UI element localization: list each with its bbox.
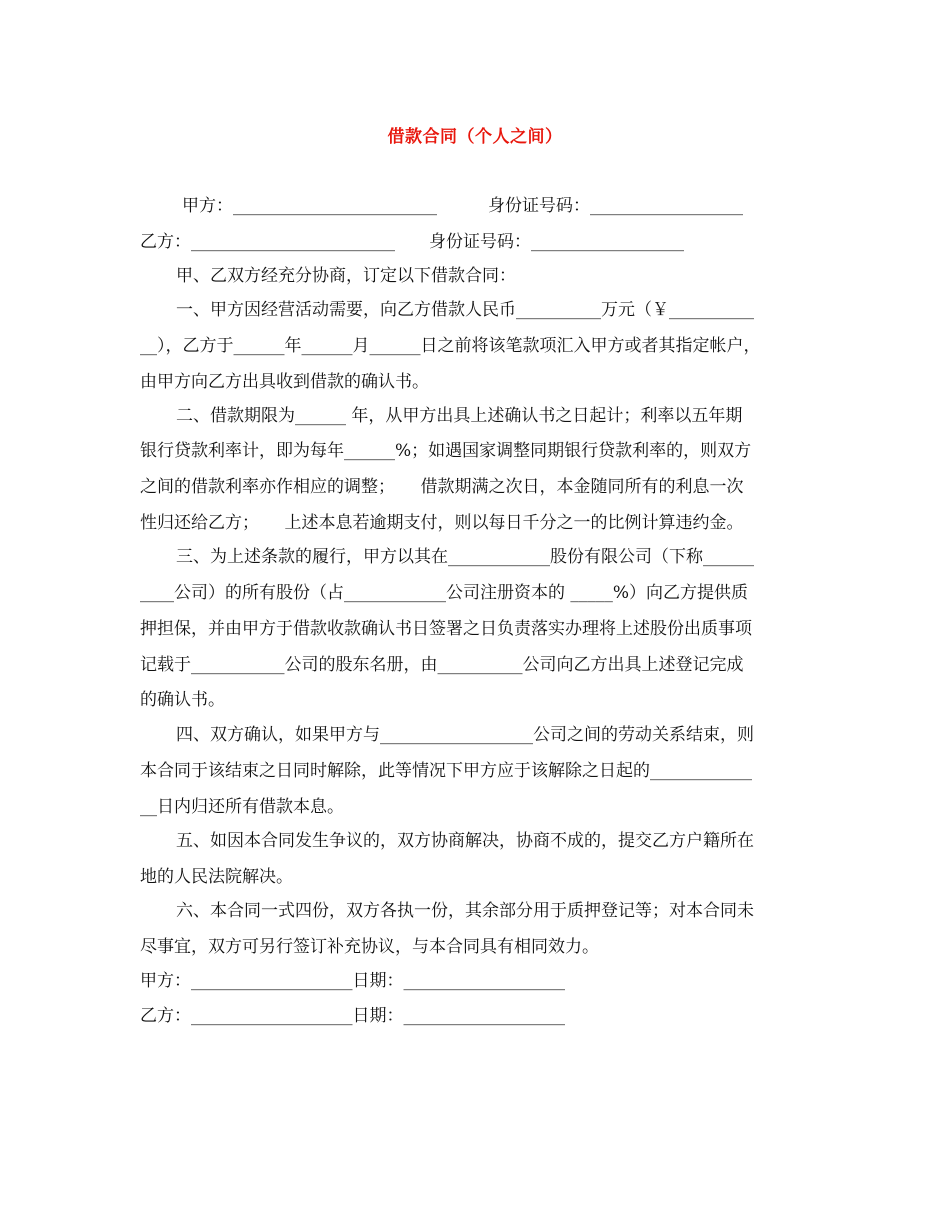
signature-party-b: 乙方：___________________日期：___________________ bbox=[140, 1006, 565, 1026]
document-title: 借款合同（个人之间） bbox=[387, 127, 563, 147]
clause-3-line-2: ____公司）的所有股份（占____________公司注册资本的 _____%）向乙方提供质 bbox=[140, 583, 749, 603]
clause-4-line-1: 四、双方确认，如果甲方与__________________公司之间的劳动关系结束，则 bbox=[176, 725, 754, 745]
clause-3-line-4: 记载于___________公司的股东名册，由__________公司向乙方出具上述登记完成 bbox=[140, 655, 744, 675]
clause-2-line-4: 性归还给乙方； 上述本息若逾期支付，则以每日千分之一的比例计算违约金。 bbox=[140, 513, 744, 533]
clause-2-line-2: 银行贷款利率计，即为每年______%；如遇国家调整同期银行贷款利率的，则双方 bbox=[140, 441, 752, 461]
clause-6-line-2: 尽事宜，双方可另行签订补充协议，与本合同具有相同效力。 bbox=[140, 937, 599, 957]
clause-3-line-3: 押担保，并由甲方于借款收款确认书日签署之日负责落实办理将上述股份出质事项 bbox=[140, 619, 752, 639]
clause-2-line-1: 二、借款期限为______ 年，从甲方出具上述确认书之日起计；利率以五年期 bbox=[176, 406, 743, 426]
clause-5-line-1: 五、如因本合同发生争议的，双方协商解决，协商不成的，提交乙方户籍所在 bbox=[176, 831, 754, 851]
intro-paragraph: 甲、乙双方经充分协商，订定以下借款合同： bbox=[176, 266, 516, 286]
party-b-line: 乙方：________________________ 身份证号码：__________________ bbox=[140, 232, 684, 252]
clause-1-line-1: 一、甲方因经营活动需要，向乙方借款人民币__________万元（￥__________ bbox=[176, 300, 754, 320]
clause-5-line-2: 地的人民法院解决。 bbox=[140, 867, 293, 887]
signature-party-a: 甲方：___________________日期：___________________ bbox=[140, 971, 565, 991]
party-a-line: 甲方：________________________ 身份证号码：__________________ bbox=[182, 196, 743, 216]
clause-3-line-5: 的确认书。 bbox=[140, 690, 225, 710]
clause-2-line-3: 之间的借款利率亦作相应的调整； 借款期满之次日，本金随同所有的利息一次 bbox=[140, 477, 744, 497]
clause-6-line-1: 六、本合同一式四份，双方各执一份，其余部分用于质押登记等；对本合同未 bbox=[176, 901, 754, 921]
clause-1-line-3: 由甲方向乙方出具收到借款的确认书。 bbox=[140, 372, 429, 392]
clause-1-line-2: __），乙方于______年______月______日之前将该笔款项汇入甲方或者其指定帐户， bbox=[140, 336, 761, 356]
clause-4-line-3: __日内归还所有借款本息。 bbox=[140, 797, 344, 817]
clause-3-line-1: 三、为上述条款的履行，甲方以其在____________股份有限公司（下称______ bbox=[176, 547, 754, 567]
clause-4-line-2: 本合同于该结束之日同时解除，此等情况下甲方应于该解除之日起的____________ bbox=[140, 761, 752, 781]
